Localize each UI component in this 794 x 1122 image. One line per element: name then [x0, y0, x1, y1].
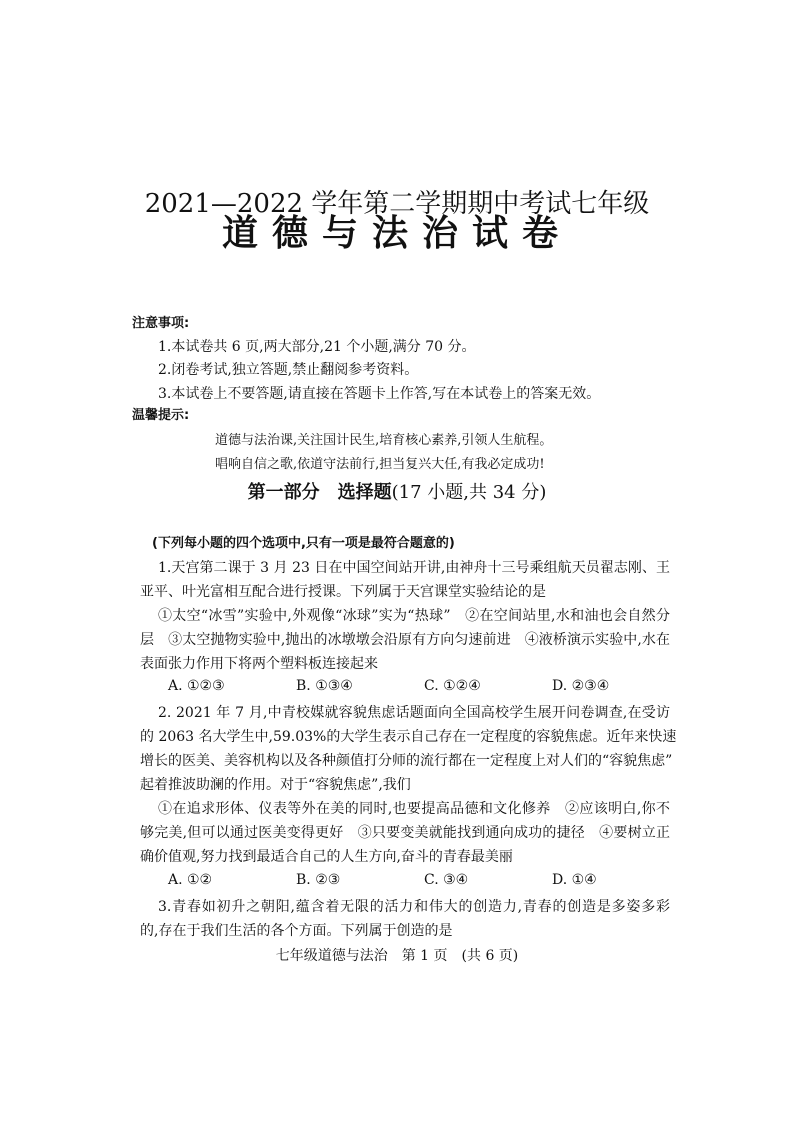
- question-2-line: 2. 2021 年 7 月,中青校媒就容貌焦虑话题面向全国高校学生展开问卷调查,在受访: [158, 705, 670, 721]
- tips-heading: 温馨提示:: [132, 408, 190, 423]
- question-2-line: 够完美,但可以通过医美变得更好 ③只要变美就能找到通向成功的捷径 ④要树立正: [140, 825, 670, 841]
- question-1-line: 层 ③太空抛物实验中,抛出的冰墩墩会沿原有方向匀速前进 ④液桥演示实验中,水在: [140, 632, 670, 648]
- tips-line: 道德与法治课,关注国计民生,培育核心素养,引领人生航程。: [215, 433, 553, 448]
- question-3-line: 3.青春如初升之朝阳,蕴含着无限的活力和伟大的创造力,青春的创造是多姿多彩: [158, 899, 670, 915]
- section-title: [0, 478, 794, 504]
- exam-title-line1: 2021—2022 学年第二学期期中考试七年级: [144, 189, 650, 219]
- question-1-option-a: A. ①②③: [168, 678, 225, 694]
- question-1-option-d: D. ②③④: [552, 678, 610, 694]
- notice-item: 3.本试卷上不要答题,请直接在答题卡上作答,写在本试卷上的答案无效。: [158, 386, 601, 402]
- question-2-line: 确价值观,努力找到最适合自己的人生方向,奋斗的青春最美丽: [140, 849, 513, 865]
- question-2-line: 起着推波助澜的作用。对于“容貌焦虑”,我们: [140, 777, 411, 793]
- exam-title-line2: 道德与法治试卷: [221, 212, 572, 254]
- notice-item: 2.闭卷考试,独立答题,禁止翻阅参考资料。: [158, 362, 419, 378]
- question-1-line: ①太空“冰雪”实验中,外观像“冰球”实为“热球” ②在空间站里,水和油也会自然分: [158, 608, 670, 624]
- question-2-option-b: B. ②③: [296, 872, 341, 888]
- question-2-line: 的 2063 名大学生中,59.03%的大学生表示自己存在一定程度的容貌焦虑。近年来快速: [140, 729, 677, 745]
- section-title-sub: (17 小题,共 34 分): [391, 482, 547, 503]
- question-2-option-c: C. ③④: [424, 872, 469, 888]
- question-1-line: 亚平、叶光富相互配合进行授课。下列属于天宫课堂实验结论的是: [140, 584, 546, 600]
- question-2-line: ①在追求形体、仪表等外在美的同时,也要提高品德和文化修养 ②应该明白,你不: [158, 801, 670, 817]
- question-1-option-c: C. ①②④: [424, 678, 481, 694]
- question-3-line: 的,存在于我们生活的各个方面。下列属于创造的是: [140, 923, 453, 939]
- question-2-option-d: D. ①④: [552, 872, 597, 888]
- question-1-option-b: B. ①③④: [296, 678, 353, 694]
- question-2-option-a: A. ①②: [168, 872, 213, 888]
- tips-line: 唱响自信之歌,依道守法前行,担当复兴大任,有我必定成功!: [215, 457, 545, 472]
- page-footer: 七年级道德与法治 第 1 页 (共 6 页): [275, 948, 519, 964]
- section-title-main: 第一部分 选择题: [247, 482, 392, 503]
- question-1-line: 1.天宫第二课于 3 月 23 日在中国空间站开讲,由神舟十三号乘组航天员翟志刚、王: [158, 560, 670, 576]
- section-instruction: (下列每小题的四个选项中,只有一项是最符合题意的): [152, 536, 455, 551]
- notice-item: 1.本试卷共 6 页,两大部分,21 个小题,满分 70 分。: [158, 339, 476, 355]
- question-1-line: 表面张力作用下将两个塑料板连接起来: [140, 656, 378, 672]
- question-2-line: 增长的医美、美容机构以及各种颜值打分师的流行都在一定程度上对人们的“容貌焦虑”: [140, 753, 673, 769]
- notice-heading: 注意事项:: [132, 316, 190, 331]
